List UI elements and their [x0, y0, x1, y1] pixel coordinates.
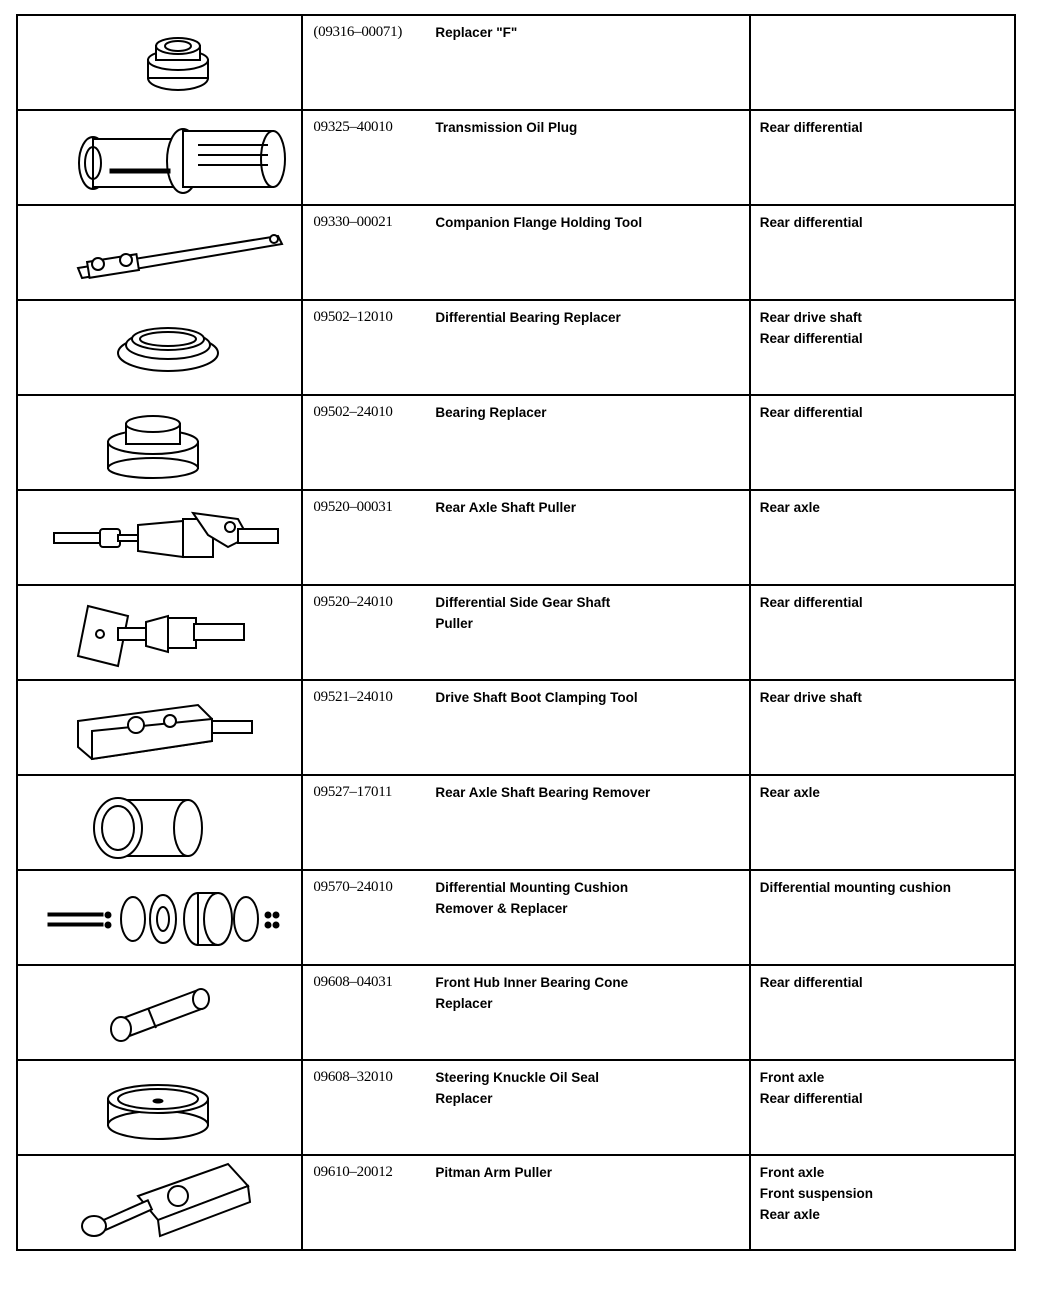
tool-name	[435, 402, 748, 423]
part-number: 09325–40010	[313, 119, 393, 135]
usage-item: Differential mounting cushion	[759, 880, 952, 895]
tool-usage-cell	[750, 1155, 1015, 1250]
tool-name-line: Rear Axle Shaft Bearing Remover	[435, 785, 651, 800]
part-number: 09527–17011	[313, 784, 393, 800]
tool-info	[303, 871, 748, 919]
part-number: 09502–12010	[313, 309, 393, 325]
boot-clamping-tool-icon	[18, 681, 298, 774]
usage-list	[751, 1061, 1014, 1109]
tool-info-cell	[302, 110, 749, 205]
tool-name-line: Differential Mounting Cushion	[435, 880, 629, 895]
bearing-remover-cup-icon	[18, 776, 298, 869]
side-gear-puller-icon	[18, 586, 298, 679]
tool-usage-cell	[750, 775, 1015, 870]
tool-usage-cell	[750, 680, 1015, 775]
usage-list	[751, 681, 1014, 708]
table-row	[17, 775, 1015, 870]
tool-name	[435, 307, 748, 328]
table-row	[17, 300, 1015, 395]
usage-item: Rear differential	[759, 120, 863, 135]
usage-list	[751, 16, 1014, 22]
tool-info-cell	[302, 1060, 749, 1155]
tool-name-line: Puller	[435, 616, 473, 631]
tool-name-line: Pitman Arm Puller	[435, 1165, 552, 1180]
part-number: (09316–00071)	[313, 24, 403, 40]
tool-info-cell	[302, 775, 749, 870]
part-number: 09610–20012	[313, 1164, 393, 1180]
table-row	[17, 585, 1015, 680]
tool-illustration-cell	[17, 775, 302, 870]
tool-illustration-cell	[17, 585, 302, 680]
tool-usage-cell	[750, 1060, 1015, 1155]
tool-info	[303, 396, 748, 423]
table-row	[17, 395, 1015, 490]
tool-info	[303, 1156, 748, 1183]
tool-name-line: Transmission Oil Plug	[435, 120, 578, 135]
tool-usage-cell	[750, 395, 1015, 490]
table-row	[17, 1060, 1015, 1155]
tool-info	[303, 1061, 748, 1109]
usage-list	[751, 776, 1014, 803]
flange-holding-tool-icon	[18, 206, 298, 299]
usage-item: Rear differential	[759, 215, 863, 230]
tools-table-body	[17, 15, 1015, 1250]
usage-list	[751, 301, 1014, 349]
part-number: 09570–24010	[313, 879, 393, 895]
tool-name	[435, 877, 748, 919]
usage-item: Rear drive shaft	[759, 310, 862, 325]
oil-plug-icon	[18, 111, 298, 204]
tool-info-cell	[302, 300, 749, 395]
table-row	[17, 490, 1015, 585]
table-row	[17, 110, 1015, 205]
tool-name-line: Drive Shaft Boot Clamping Tool	[435, 690, 638, 705]
tool-info-cell	[302, 1155, 749, 1250]
tool-info	[303, 681, 748, 708]
stepped-cap-icon	[18, 16, 298, 109]
tool-info	[303, 586, 748, 634]
tool-info	[303, 491, 748, 518]
ring-replacer-icon	[18, 301, 298, 394]
usage-item: Rear axle	[759, 1207, 820, 1222]
tool-name	[435, 592, 748, 634]
special-service-tools-table	[16, 14, 1016, 1251]
tool-illustration-cell	[17, 870, 302, 965]
tool-usage-cell	[750, 110, 1015, 205]
usage-item: Rear axle	[759, 500, 820, 515]
tool-illustration-cell	[17, 965, 302, 1060]
tool-illustration-cell	[17, 1060, 302, 1155]
tool-info-cell	[302, 15, 749, 110]
tool-illustration-cell	[17, 15, 302, 110]
part-number: 09502–24010	[313, 404, 393, 420]
tool-illustration-cell	[17, 110, 302, 205]
tool-name-line: Remover & Replacer	[435, 901, 568, 916]
usage-item: Front suspension	[759, 1186, 874, 1201]
table-row	[17, 15, 1015, 110]
tool-name	[435, 497, 748, 518]
tool-usage-cell	[750, 870, 1015, 965]
tool-name-line: Companion Flange Holding Tool	[435, 215, 643, 230]
usage-item: Rear differential	[759, 975, 863, 990]
tool-name	[435, 117, 748, 138]
usage-item: Rear axle	[759, 785, 820, 800]
usage-item: Rear differential	[759, 595, 863, 610]
tool-name	[435, 1162, 748, 1183]
usage-item: Rear differential	[759, 331, 863, 346]
tool-usage-cell	[750, 965, 1015, 1060]
usage-item: Front axle	[759, 1165, 825, 1180]
table-row	[17, 1155, 1015, 1250]
tool-name	[435, 1067, 748, 1109]
usage-list	[751, 871, 1014, 898]
tool-usage-cell	[750, 585, 1015, 680]
tool-info	[303, 301, 748, 328]
pitman-arm-puller-icon	[18, 1156, 298, 1249]
tool-info-cell	[302, 585, 749, 680]
tool-info-cell	[302, 965, 749, 1060]
tool-name-line: Replacer "F"	[435, 25, 518, 40]
tool-usage-cell	[750, 205, 1015, 300]
usage-list	[751, 396, 1014, 423]
tool-name-line: Bearing Replacer	[435, 405, 547, 420]
usage-list	[751, 586, 1014, 613]
axle-shaft-puller-icon	[18, 491, 298, 584]
part-number: 09520–24010	[313, 594, 393, 610]
tool-name-line: Differential Side Gear Shaft	[435, 595, 611, 610]
tool-name-line: Replacer	[435, 996, 493, 1011]
cone-replacer-icon	[18, 966, 298, 1059]
tool-illustration-cell	[17, 490, 302, 585]
tool-info	[303, 776, 748, 803]
usage-list	[751, 1156, 1014, 1225]
cushion-remover-set-icon	[18, 871, 298, 964]
part-number: 09608–04031	[313, 974, 393, 990]
tool-name	[435, 687, 748, 708]
part-number: 09520–00031	[313, 499, 393, 515]
usage-item: Rear differential	[759, 1091, 863, 1106]
tool-info	[303, 111, 748, 138]
tool-info-cell	[302, 490, 749, 585]
oil-seal-replacer-icon	[18, 1061, 298, 1154]
tool-info-cell	[302, 205, 749, 300]
tool-illustration-cell	[17, 300, 302, 395]
usage-list	[751, 111, 1014, 138]
usage-item: Rear drive shaft	[759, 690, 862, 705]
tool-usage-cell	[750, 15, 1015, 110]
tool-name-line: Replacer	[435, 1091, 493, 1106]
tool-illustration-cell	[17, 395, 302, 490]
tool-name	[435, 212, 748, 233]
tool-name	[435, 22, 748, 43]
table-row	[17, 965, 1015, 1060]
tool-illustration-cell	[17, 1155, 302, 1250]
tool-name	[435, 972, 748, 1014]
usage-list	[751, 491, 1014, 518]
table-row	[17, 680, 1015, 775]
usage-item: Front axle	[759, 1070, 825, 1085]
table-row	[17, 870, 1015, 965]
tool-name-line: Steering Knuckle Oil Seal	[435, 1070, 599, 1085]
tool-name	[435, 782, 748, 803]
tool-illustration-cell	[17, 680, 302, 775]
tool-info	[303, 966, 748, 1014]
usage-list	[751, 206, 1014, 233]
usage-list	[751, 966, 1014, 993]
tool-info-cell	[302, 870, 749, 965]
bearing-replacer-icon	[18, 396, 298, 489]
tool-name-line: Differential Bearing Replacer	[435, 310, 621, 325]
table-row	[17, 205, 1015, 300]
tool-name-line: Rear Axle Shaft Puller	[435, 500, 576, 515]
part-number: 09330–00021	[313, 214, 393, 230]
part-number: 09608–32010	[313, 1069, 393, 1085]
tool-info	[303, 206, 748, 233]
usage-item: Rear differential	[759, 405, 863, 420]
tool-usage-cell	[750, 490, 1015, 585]
tool-illustration-cell	[17, 205, 302, 300]
part-number: 09521–24010	[313, 689, 393, 705]
tool-name-line: Front Hub Inner Bearing Cone	[435, 975, 629, 990]
tool-info-cell	[302, 680, 749, 775]
tool-usage-cell	[750, 300, 1015, 395]
tool-info	[303, 16, 748, 43]
tool-info-cell	[302, 395, 749, 490]
